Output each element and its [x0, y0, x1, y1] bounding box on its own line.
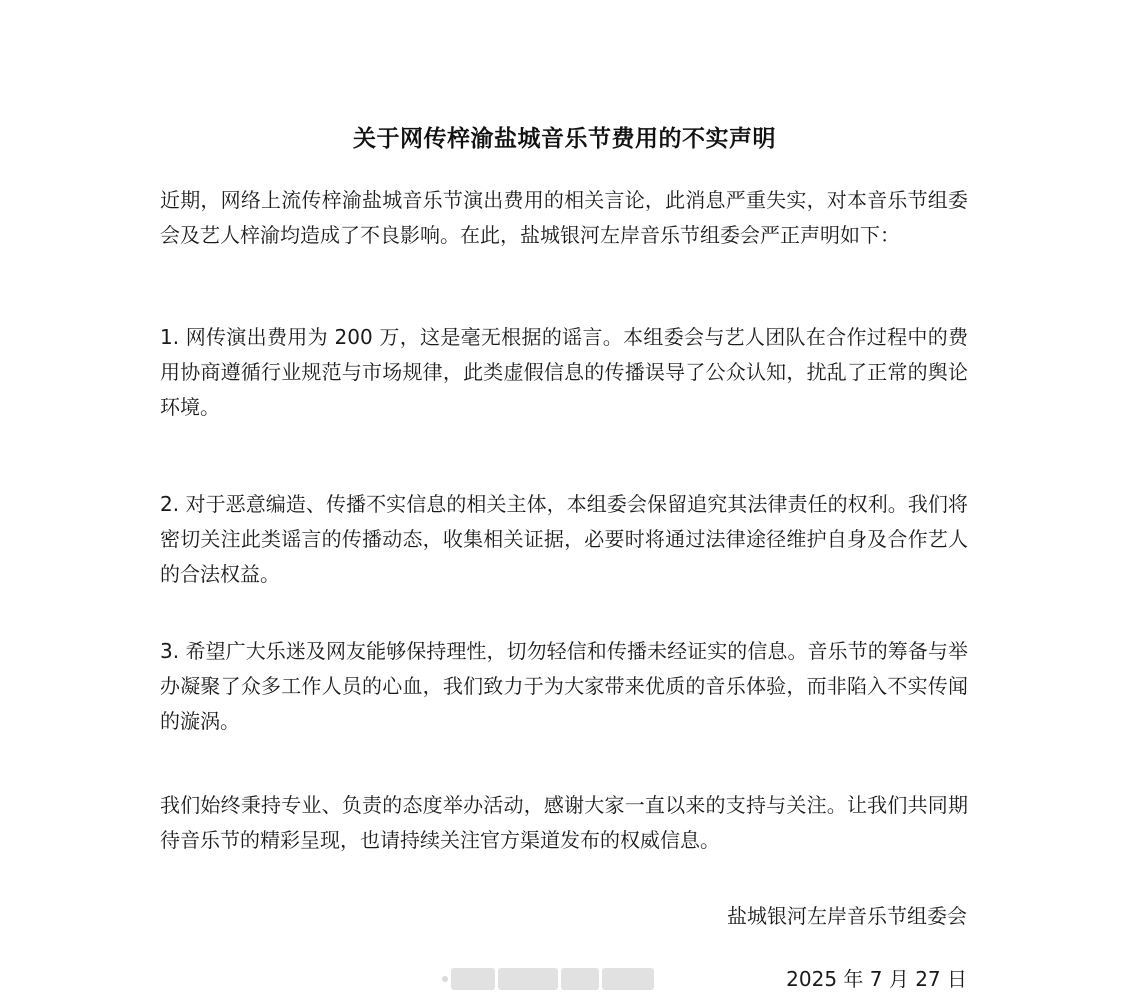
statement-title: 关于网传梓渝盐城音乐节费用的不实声明: [353, 126, 776, 152]
signature: 盐城银河左岸音乐节组委会: [727, 904, 967, 928]
watermark-block: [451, 968, 495, 990]
point-3-text: 3. 希望广大乐迷及网友能够保持理性，切勿轻信和传播未经证实的信息。音乐节的筹备与举办凝聚了众多工作人员的心血，我们致力于为大家带来优质的音乐体验，而非陷入不实传闻的漩涡。: [160, 639, 968, 733]
blurred-watermark: [442, 965, 690, 993]
watermark-block: [561, 968, 599, 990]
point-3-paragraph: [160, 634, 968, 739]
point-1-paragraph: [160, 320, 968, 425]
point-2-text: 2. 对于恶意编造、传播不实信息的相关主体，本组委会保留追究其法律责任的权利。我们将密切关注此类谣言的传播动态，收集相关证据，必要时将通过法律途径维护自身及合作艺人的合法权益。: [160, 492, 968, 586]
intro-paragraph: [160, 183, 968, 253]
closing-text: 我们始终秉持专业、负责的态度举办活动，感谢大家一直以来的支持与关注。让我们共同期待音乐节的精彩呈现，也请持续关注官方渠道发布的权威信息。: [160, 793, 968, 852]
statement-date: 2025 年 7 月 27 日: [786, 967, 967, 991]
watermark-dot: [442, 976, 448, 982]
watermark-block: [602, 968, 654, 990]
watermark-block: [498, 968, 558, 990]
closing-paragraph: [160, 788, 968, 858]
point-1-text: 1. 网传演出费用为 200 万，这是毫无根据的谣言。本组委会与艺人团队在合作过程中的费用协商遵循行业规范与市场规律，此类虚假信息的传播误导了公众认知，扰乱了正常的舆论环境。: [160, 325, 968, 419]
intro-text: 近期，网络上流传梓渝盐城音乐节演出费用的相关言论，此消息严重失实，对本音乐节组委会及艺人梓渝均造成了不良影响。在此，盐城银河左岸音乐节组委会严正声明如下：: [160, 188, 968, 247]
point-2-paragraph: [160, 487, 968, 592]
